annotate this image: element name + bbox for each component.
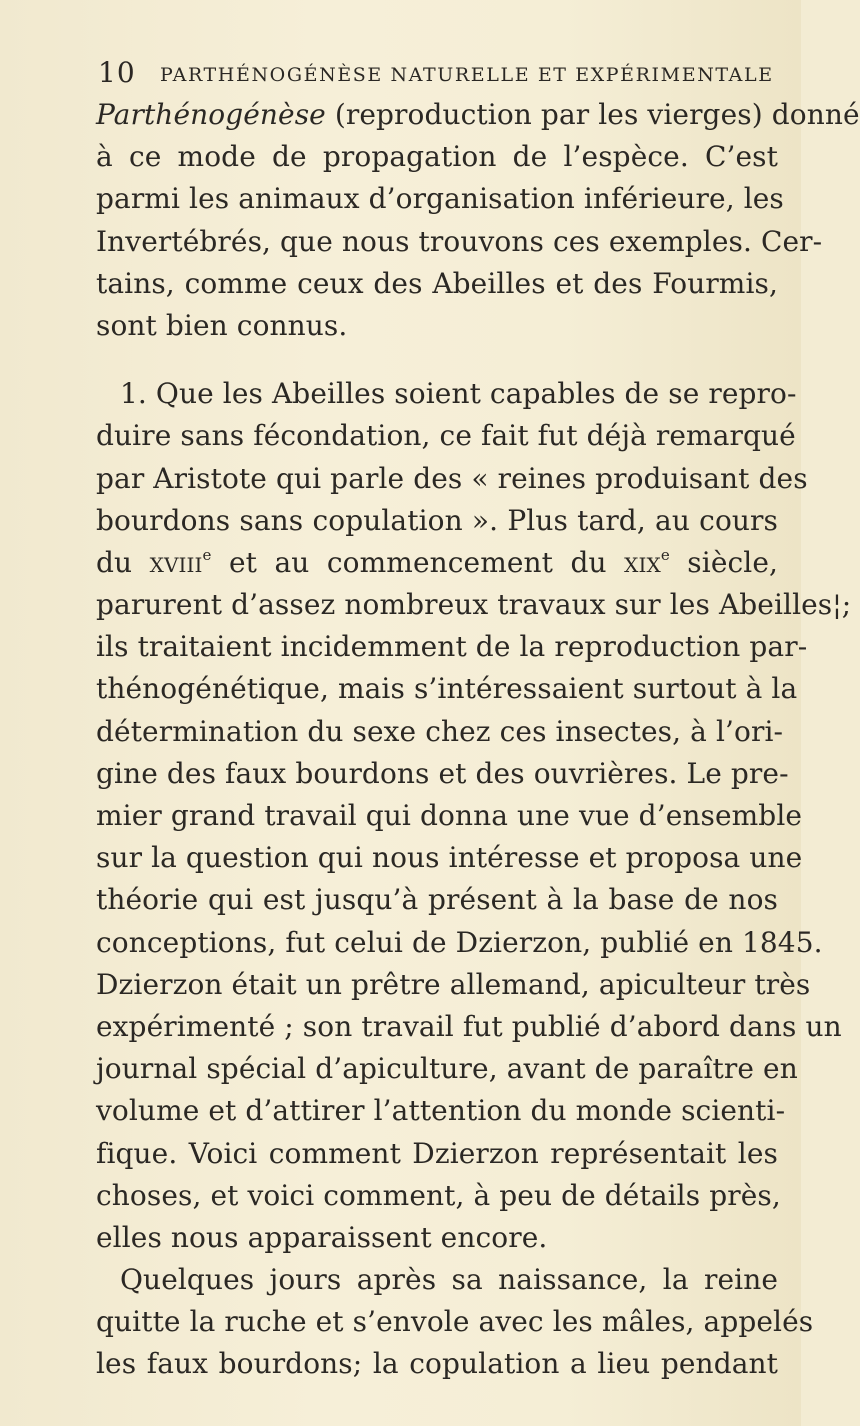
text-line: quitte la ruche et s’envole avec les mâles, appelés bbox=[96, 1305, 814, 1339]
text-line: parurent d’assez nombreux travaux sur les Abeilles¦; bbox=[96, 588, 852, 622]
text-segment: et au commencement du bbox=[211, 545, 625, 579]
text-line bbox=[96, 542, 778, 584]
text-line: expérimenté ; son travail fut publié d’abord dans un bbox=[96, 1009, 842, 1043]
superscript: e bbox=[202, 545, 212, 564]
text-line: duire sans fécondation, ce fait fut déjà remarqué bbox=[96, 419, 796, 453]
body-text bbox=[96, 94, 860, 1386]
paragraph-2 bbox=[96, 373, 852, 1259]
text-line: tains, comme ceux des Abeilles et des Fourmis, bbox=[96, 266, 778, 300]
text-line: détermination du sexe chez ces insectes, à l’ori- bbox=[96, 714, 784, 748]
text-line: gine des faux bourdons et des ouvrières. Le pre- bbox=[96, 756, 789, 790]
text-segment: siècle, bbox=[669, 545, 778, 579]
text-line: à ce mode de propagation de l’espèce. C’est bbox=[96, 140, 778, 174]
text-line: volume et d’attirer l’attention du monde scienti- bbox=[96, 1094, 786, 1128]
text-line: conceptions, fut celui de Dzierzon, publié en 1845. bbox=[96, 925, 823, 959]
text-line: elles nous apparaissent encore. bbox=[96, 1220, 548, 1254]
century-xix: xix bbox=[624, 545, 661, 579]
text-line: parmi les animaux d’organisation inférieure, les bbox=[96, 182, 784, 216]
text-line: par Aristote qui parle des « reines produisant des bbox=[96, 461, 808, 495]
text-line: thénogénétique, mais s’intéressaient surtout à la bbox=[96, 672, 798, 706]
running-head: PARTHÉNOGÉNÈSE NATURELLE ET EXPÉRIMENTALE bbox=[160, 64, 774, 86]
text-line: sont bien connus. bbox=[96, 308, 348, 342]
paragraph-3 bbox=[96, 1259, 814, 1386]
text-line: sur la question qui nous intéresse et proposa une bbox=[96, 841, 803, 875]
text-line: les faux bourdons; la copulation a lieu pendant bbox=[96, 1347, 778, 1381]
text-line: mier grand travail qui donna une vue d’ensemble bbox=[96, 799, 803, 832]
text-segment: (reproduction par les vierges) donné bbox=[325, 98, 860, 131]
superscript: e bbox=[660, 545, 670, 564]
text-line: théorie qui est jusqu’à présent à la base de nos bbox=[96, 883, 778, 917]
paragraph-1 bbox=[96, 94, 860, 347]
page-number: 10 bbox=[98, 56, 136, 89]
text-line: fique. Voici comment Dzierzon représentait les bbox=[96, 1136, 778, 1170]
text-line: journal spécial d’apiculture, avant de paraître en bbox=[96, 1052, 798, 1086]
paragraph-gap bbox=[96, 347, 778, 373]
text-line: Quelques jours après sa naissance, la reine bbox=[120, 1263, 778, 1297]
text-line: Dzierzon était un prêtre allemand, apiculteur très bbox=[96, 967, 811, 1001]
text-segment: du bbox=[96, 545, 150, 579]
text-line: 1. Que les Abeilles soient capables de se repro- bbox=[120, 377, 797, 411]
text-line: choses, et voici comment, à peu de détails près, bbox=[96, 1178, 781, 1212]
page-header bbox=[98, 50, 800, 90]
text-line: Invertébrés, que nous trouvons ces exemples. Cer- bbox=[96, 224, 823, 258]
text-line: ils traitaient incidemment de la reproduction par- bbox=[96, 630, 808, 664]
century-xviii: xviii bbox=[149, 545, 203, 579]
term-parthenogenese: Parthénogénèse bbox=[96, 98, 326, 131]
text-line bbox=[96, 94, 860, 136]
text-line: bourdons sans copulation ». Plus tard, au cours bbox=[96, 503, 778, 537]
